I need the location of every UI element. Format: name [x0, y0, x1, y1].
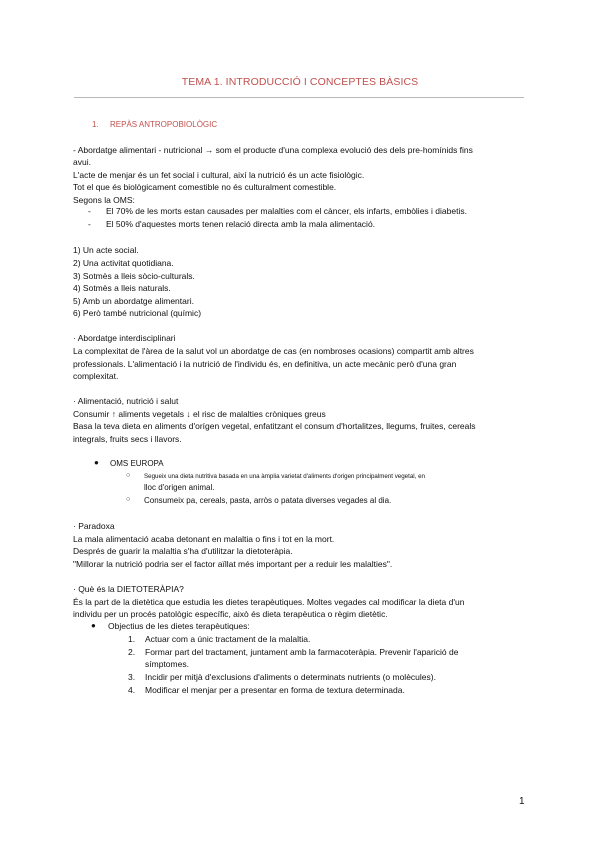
- list-number: 3.: [128, 672, 136, 682]
- numbered-item: 6) Però també nutricional (químic): [73, 308, 202, 318]
- sub-bullet-line: lloc d'origen animal.: [144, 483, 215, 492]
- sub-bullet-line: Consumeix pa, cereals, pasta, arròs o patata diverses vegades al dia.: [144, 496, 392, 505]
- circle-bullet-icon: ○: [126, 472, 131, 479]
- paragraph-line: L'acte de menjar és un fet social i cultural, així la nutrició és un acte fisiològic.: [73, 170, 365, 180]
- paragraph-line: Segons la OMS:: [73, 195, 135, 205]
- numbered-item: 5) Amb un abordatge alimentari.: [73, 296, 194, 306]
- dash-marker: -: [88, 219, 91, 229]
- paragraph-line: Tot el que és biològicament comestible no és culturalment comestible.: [73, 182, 337, 192]
- dash-marker: -: [88, 206, 91, 216]
- section-number: 1.: [92, 120, 99, 129]
- numbered-item: 2) Una activitat quotidiana.: [73, 258, 174, 268]
- list-item-continuation: símptomes.: [145, 659, 189, 669]
- dash-item: El 70% de les morts estan causades per malalties com el càncer, els infarts, embòlies i diabetis.: [106, 206, 467, 216]
- subheading: · Abordatge interdisciplinari: [73, 333, 176, 343]
- title-divider: [74, 97, 524, 98]
- paragraph-line: - Abordatge alimentari - nutricional → som el producte d'una complexa evolució des dels pre-homínids fins: [73, 145, 473, 155]
- bullet-icon: ●: [94, 458, 99, 467]
- subheading: · Què és la DIETOTERÀPIA?: [73, 584, 184, 594]
- list-item: Actuar com a únic tractament de la malaltia.: [145, 634, 311, 644]
- section-label: REPÀS ANTROPOBIOLÒGIC: [110, 120, 218, 129]
- bullet-label: Objectius de les dietes terapèutiques:: [108, 621, 250, 631]
- sub-bullet-line: Segueix una dieta nutritiva basada en una àmplia varietat d'aliments d'origen principalment vegetal, en: [144, 473, 425, 480]
- page-number: 1: [519, 796, 525, 807]
- paragraph-line: "Millorar la nutrició podria ser el factor aïllat més important per a reduir les malalties".: [73, 559, 393, 569]
- paragraph-line: integrals, fruits secs i llavors.: [73, 434, 182, 444]
- paragraph-line: La mala alimentació acaba detonant en malaltia o fins i tot en la mort.: [73, 534, 335, 544]
- paragraph-line: La complexitat de l'àrea de la salut vol un abordatge de cas (en nombroses ocasions) compartit amb altres: [73, 346, 474, 356]
- circle-bullet-icon: ○: [126, 496, 131, 503]
- page-title: TEMA 1. INTRODUCCIÓ I CONCEPTES BÀSICS: [181, 76, 419, 88]
- list-item: Modificar el menjar per a presentar en forma de textura determinada.: [145, 685, 405, 695]
- subheading: · Paradoxa: [73, 521, 115, 531]
- subheading: · Alimentació, nutrició i salut: [73, 396, 179, 406]
- numbered-item: 4) Sotmès a lleis naturals.: [73, 283, 171, 293]
- list-item: Incidir per mitjà d'exclusions d'aliments o determinats nutrients (o molècules).: [145, 672, 436, 682]
- numbered-item: 3) Sotmès a lleis sòcio-culturals.: [73, 271, 195, 281]
- list-number: 2.: [128, 647, 136, 657]
- paragraph-line: Basa la teva dieta en aliments d'orígen vegetal, enfatitzant el consum d'hortalitzes, llegums, fruites, cereals: [73, 421, 476, 431]
- list-item: Formar part del tractament, juntament amb la farmacoteràpia. Prevenir l'aparició de: [145, 647, 459, 657]
- bullet-icon: ●: [91, 621, 96, 630]
- paragraph-line: complexitat.: [73, 371, 119, 381]
- numbered-item: 1) Un acte social.: [73, 245, 139, 255]
- paragraph-line: avui.: [73, 157, 91, 167]
- section-heading: [92, 120, 217, 129]
- paragraph-line: Després de guarir la malaltia s'ha d'utilitzar la dietoteràpia.: [73, 546, 293, 556]
- list-number: 1.: [128, 634, 136, 644]
- bullet-label: OMS EUROPA: [110, 459, 164, 468]
- list-number: 4.: [128, 685, 136, 695]
- paragraph-line: És la part de la dietètica que estudia les dietes terapèutiques. Moltes vegades cal modificar la dieta d'un: [73, 597, 465, 607]
- paragraph-line: professionals. L'alimentació i la nutrició de l'individu és, en definitiva, un acte mecànic però d'una gran: [73, 359, 457, 369]
- paragraph-line: individu per un procés patològic específic, això és dieta terapèutica o règim dietètic.: [73, 609, 388, 619]
- paragraph-line: Consumir ↑ aliments vegetals ↓ el risc de malalties cròniques greus: [73, 409, 326, 419]
- dash-item: El 50% d'aquestes morts tenen relació directa amb la mala alimentació.: [106, 219, 376, 229]
